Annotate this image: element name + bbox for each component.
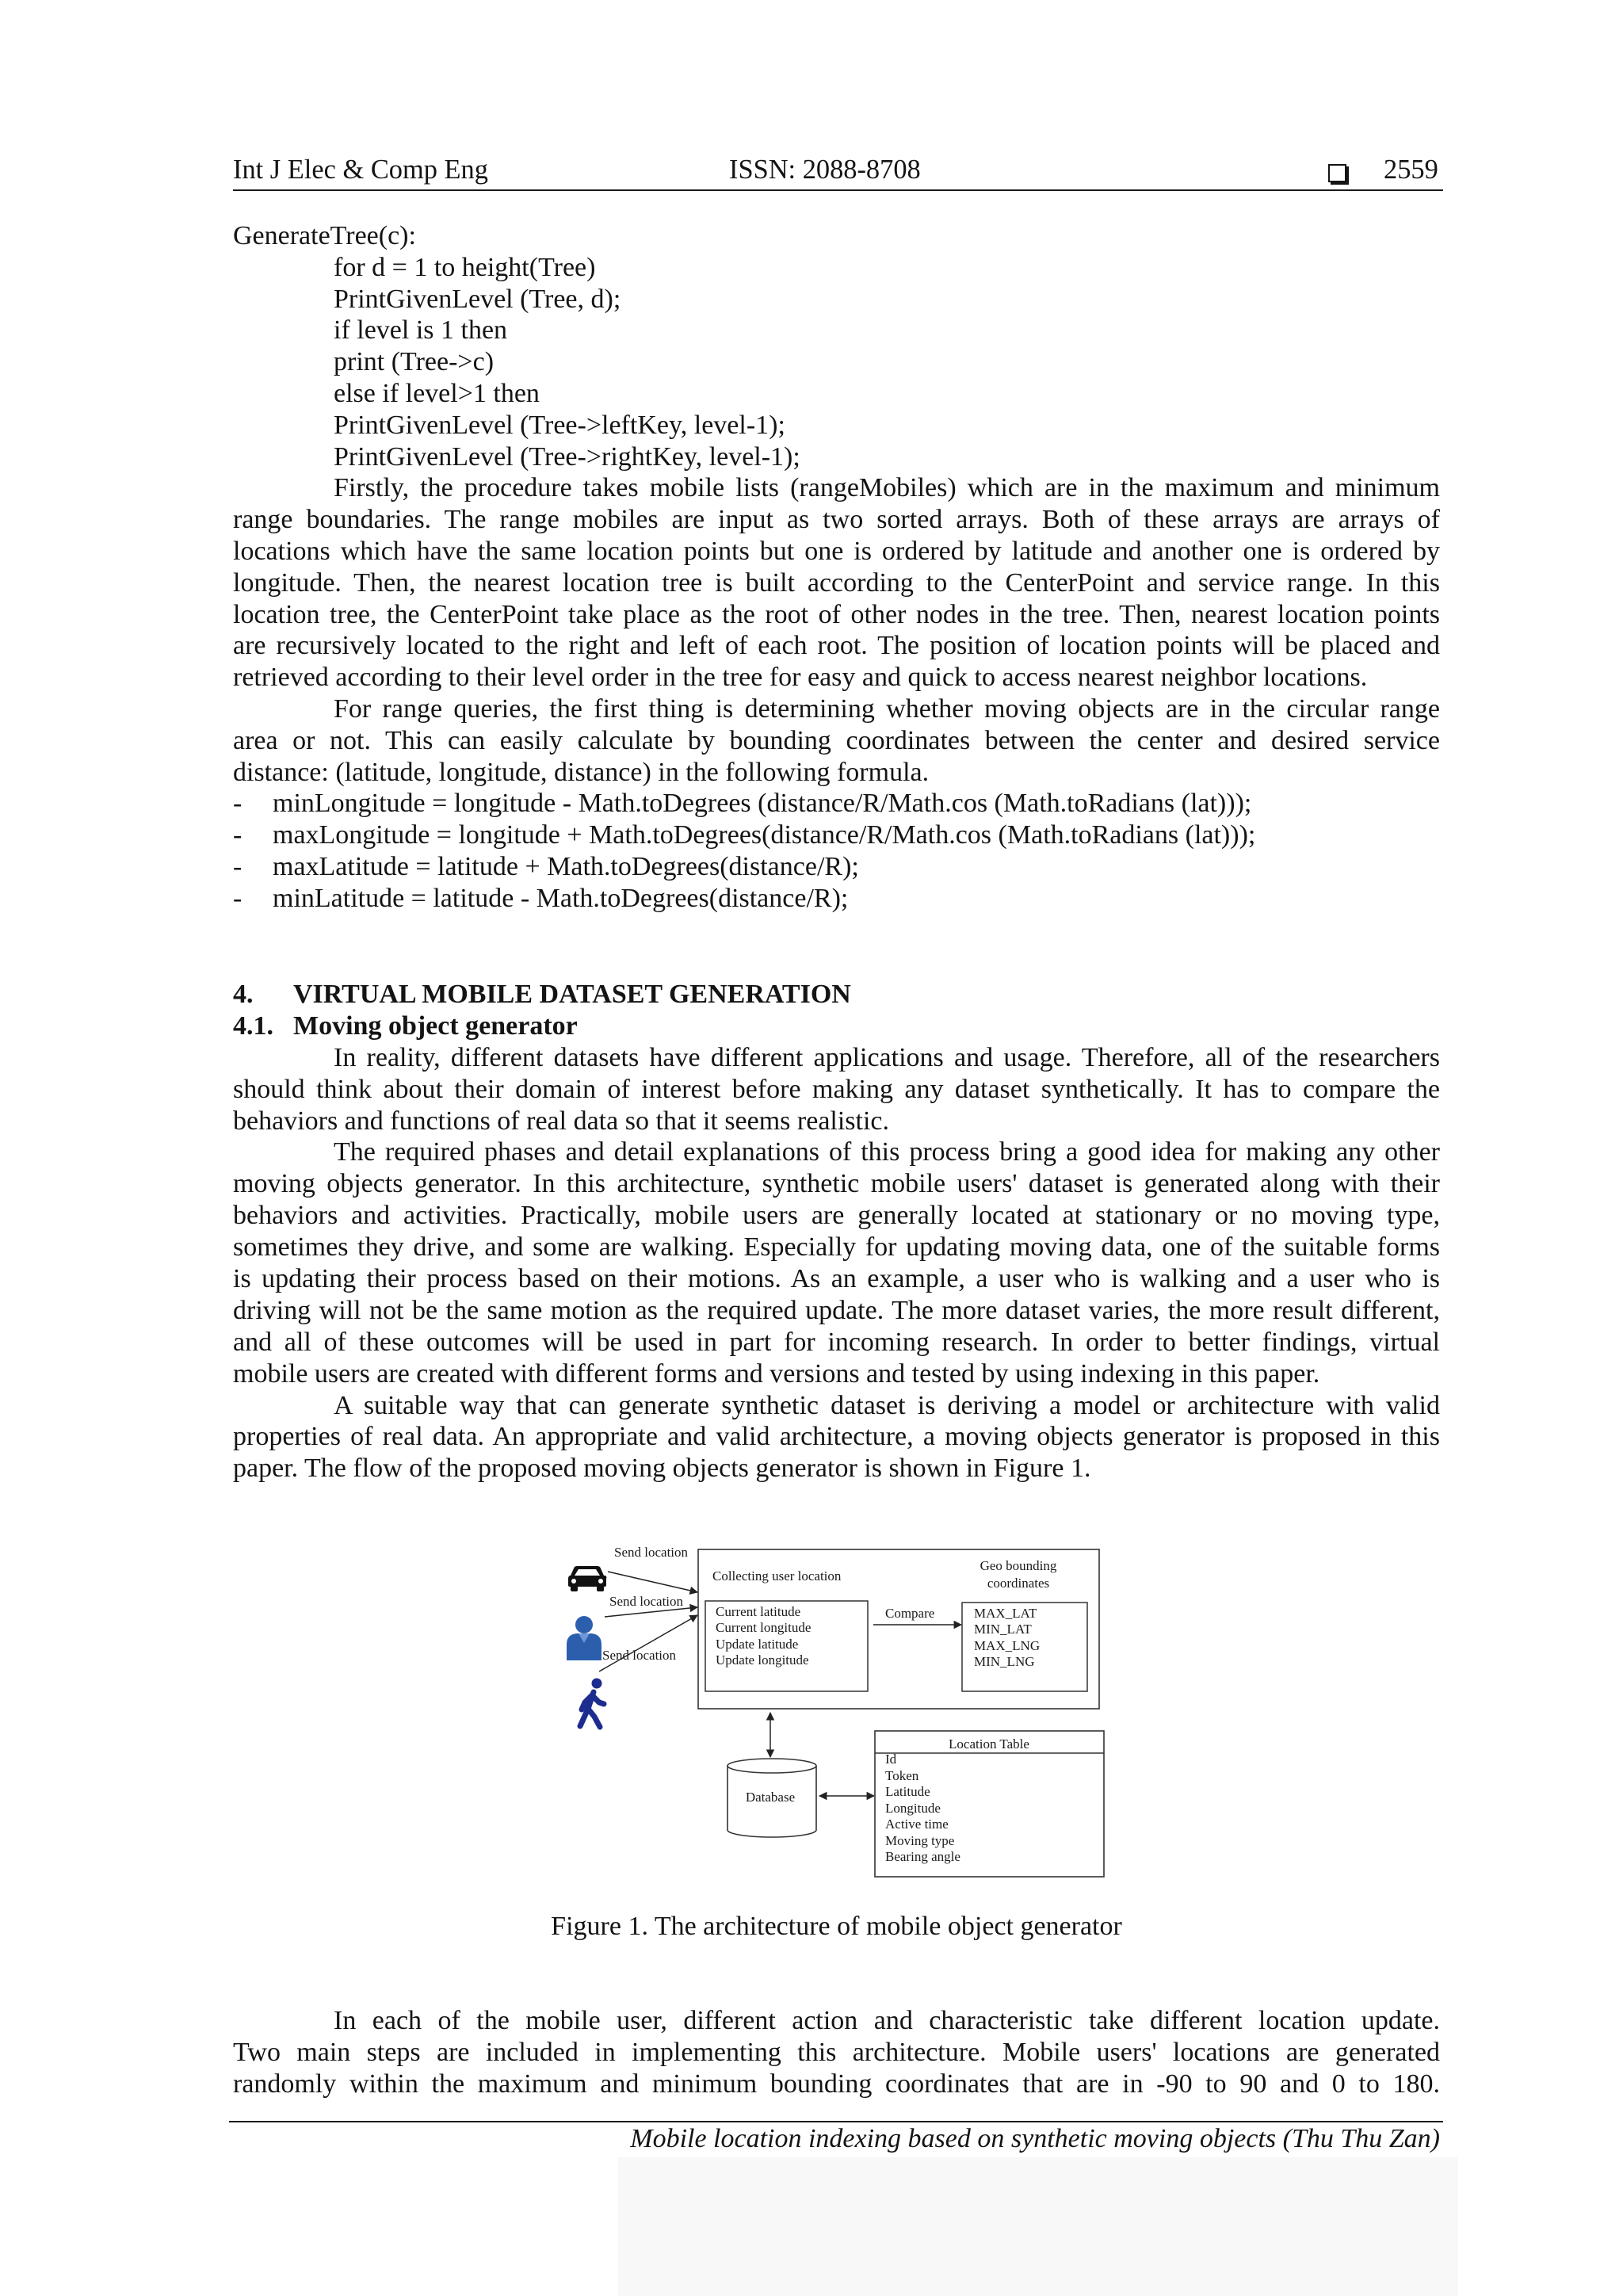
paragraph-line: sometimes they drive, and some are walking. Especially for updating moving data, one of the suitable forms [233,1232,1440,1263]
formula-item [233,788,1440,819]
list-dash: - [233,883,242,913]
paragraph-line: distance: (latitude, longitude, distance) in the following formula. [233,757,930,787]
geo-field: MIN_LAT [974,1622,1032,1637]
paragraph-line: properties of real data. An appropriate and valid architecture, a moving objects generator is proposed in this [233,1422,1440,1452]
table-field: Token [885,1768,919,1783]
geo-bounding-title: Geo bounding [980,1558,1057,1573]
paragraph-line: mobile users are created with different forms and versions and tested by using indexing in this paper. [233,1358,1320,1389]
code-line: else if level>1 then [334,378,540,408]
formula-item [233,819,1440,851]
paragraph-line: retrieved according to their level order in the tree for easy and quick to access nearest neighbor locations. [233,663,1368,693]
table-field: Moving type [885,1833,955,1848]
architecture-diagram [555,1538,1117,1886]
architecture-figure [555,1538,1117,1886]
code-line: PrintGivenLevel (Tree->rightKey, level-1); [334,441,800,472]
text-block-1 [233,220,1440,915]
location-field: Update latitude [716,1637,799,1652]
formula-item [233,883,1440,915]
paragraph-line: are recursively located to the right and left of each root. The position of location points will be placed and [233,631,1440,661]
list-dash: - [233,820,242,850]
figure-caption: Figure 1. The architecture of mobile object generator [551,1912,1122,1941]
paragraph-line: In reality, different datasets have different applications and usage. Therefore, all of the researchers [334,1042,1440,1072]
formula-text: minLatitude = latitude - Math.toDegrees(distance/R); [273,883,849,913]
paragraph-line: location tree, the CenterPoint take place as the root of other nodes in the tree. Then, nearest location points [233,599,1440,629]
walking-person-icon [580,1679,604,1728]
formula-text: maxLongitude = longitude + Math.toDegrees(distance/R/Math.cos (Math.toRadians (lat))); [273,820,1256,850]
paragraph-line: behaviors and activities. Practically, mobile users are generally located at stationary or no moving type, [233,1201,1440,1231]
geo-field: MAX_LAT [974,1606,1037,1621]
paragraph-line: moving objects generator. In this architecture, synthetic mobile users' dataset is generated along with their [233,1169,1440,1199]
table-field: Longitude [885,1801,941,1816]
user-icon [567,1616,601,1660]
journal-name: Int J Elec & Comp Eng [233,155,488,185]
section-heading [233,979,1440,1010]
paragraph-line: For range queries, the first thing is determining whether moving objects are in the circular range [334,693,1440,724]
section-number: 4. [233,980,254,1009]
car-icon [568,1566,606,1591]
list-dash: - [233,851,242,881]
collecting-title: Collecting user location [712,1568,842,1584]
paragraph-line: area or not. This can easily calculate by bounding coordinates between the center and desired service [233,725,1440,755]
send-arrow [599,1615,697,1671]
footer-rule [229,2121,1443,2122]
text-block-2 [233,979,1440,1484]
table-field: Latitude [885,1784,930,1799]
location-field: Update longitude [716,1652,809,1668]
paragraph-line: The required phases and detail explanations of this process bring a good idea for making any other [334,1137,1440,1167]
send-location-label: Send location [602,1648,677,1663]
scan-shading [618,2157,1458,2296]
paragraph-line: paper. The flow of the proposed moving objects generator is shown in Figure 1. [233,1454,1091,1484]
paragraph-line: locations which have the same location points but one is ordered by latitude and another one is ordered by [233,536,1440,566]
paragraph-line: range boundaries. The range mobiles are input as two sorted arrays. Both of these arrays are arrays of [233,505,1440,535]
formula-text: maxLatitude = latitude + Math.toDegrees(distance/R); [273,851,859,881]
subsection-heading [233,1010,1440,1042]
code-line: GenerateTree(c): [233,221,416,250]
subsection-title: Moving object generator [293,1010,578,1041]
table-field: Id [885,1752,897,1767]
send-location-label: Send location [609,1594,684,1609]
section-title: VIRTUAL MOBILE DATASET GENERATION [293,980,851,1009]
paragraph-line: Firstly, the procedure takes mobile lists (rangeMobiles) which are in the maximum and minimum [334,473,1440,503]
subsection-number: 4.1. [233,1010,273,1041]
paragraph-line: is updating their process based on their motions. As an example, a user who is walking and a user who is [233,1264,1440,1294]
code-line: PrintGivenLevel (Tree, d); [334,284,621,314]
paragraph-line: A suitable way that can generate synthetic dataset is deriving a model or architecture with valid [334,1390,1440,1420]
page-number: 2559 [1384,155,1438,185]
paragraph-line: driving will not be the same motion as the required update. The more dataset varies, the more result different, [233,1295,1440,1325]
location-field: Current longitude [716,1620,812,1635]
table-field: Active time [885,1817,949,1832]
list-dash: - [233,789,242,819]
paragraph-line: and all of these outcomes will be used in part for incoming research. In order to better findings, virtual [233,1327,1440,1357]
paragraph-line: randomly within the maximum and minimum bounding coordinates that are in -90 to 90 and 0 to 180. [233,2069,1440,2099]
paragraph-line: In each of the mobile user, different action and characteristic take different location update. [334,2006,1440,2035]
geo-bounding-title: coordinates [987,1576,1050,1591]
geo-field: MIN_LNG [974,1654,1035,1669]
paragraph-line: Two main steps are included in implementing this architecture. Mobile users' locations are generated [233,2038,1440,2067]
compare-label: Compare [885,1606,935,1621]
running-footer: Mobile location indexing based on synthetic moving objects (Thu Thu Zan) [630,2124,1440,2153]
paragraph-line: longitude. Then, the nearest location tree is built according to the CenterPoint and service range. In this [233,567,1440,598]
location-table-title: Location Table [949,1736,1029,1752]
paragraph-line: behaviors and functions of real data so that it seems realistic. [233,1106,890,1136]
square-icon [1328,164,1346,182]
code-line: if level is 1 then [334,315,508,346]
send-location-label: Send location [614,1545,689,1560]
code-line: print (Tree->c) [334,347,495,377]
code-line: for d = 1 to height(Tree) [334,252,596,282]
table-field: Bearing angle [885,1849,960,1864]
location-field: Current latitude [716,1604,801,1619]
send-arrow [608,1572,697,1592]
code-line: PrintGivenLevel (Tree->leftKey, level-1); [334,410,785,440]
text-block-3 [233,2005,1440,2100]
formula-text: minLongitude = longitude - Math.toDegrees (distance/R/Math.cos (Math.toRadians (lat))); [273,789,1252,819]
issn: ISSN: 2088-8708 [729,155,921,185]
formula-item [233,851,1440,883]
paragraph-line: should think about their domain of interest before making any dataset synthetically. It has to compare the [233,1074,1440,1104]
geo-field: MAX_LNG [974,1638,1041,1653]
database-label: Database [745,1790,796,1805]
header-rule [233,189,1443,191]
